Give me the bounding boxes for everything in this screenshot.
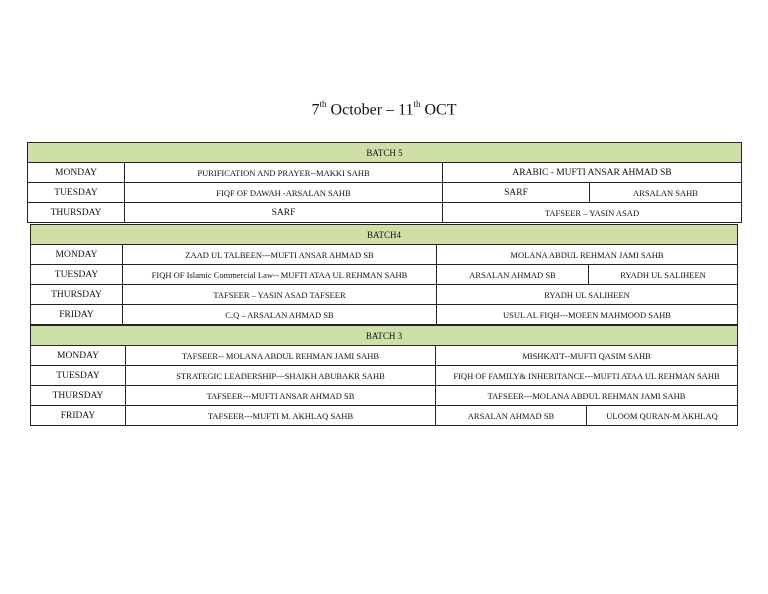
class-cell: FIQF OF DAWAH -ARSALAN SAHB: [125, 183, 443, 203]
class-cell: ARSALAN AHMAD SB: [436, 406, 587, 426]
batch5-table: [27, 142, 742, 223]
day-cell: THURSDAY: [31, 386, 126, 406]
class-cell: TAFSEER-- MOLANA ABDUL REHMAN JAMI SAHB: [126, 346, 436, 366]
title-end: OCT: [420, 101, 457, 119]
class-cell: FIQH OF Islamic Commercial Law-- MUFTI ATAA UL REHMAN SAHB: [123, 265, 437, 285]
table-row: [31, 346, 738, 366]
batch3-table: [30, 325, 738, 426]
class-cell: RYADH UL SALIHEEN: [589, 265, 738, 285]
title-suffix-1: th: [319, 99, 327, 109]
table-row: [31, 366, 738, 386]
day-cell: FRIDAY: [31, 406, 126, 426]
day-cell: MONDAY: [31, 346, 126, 366]
class-cell: TAFSEER---MUFTI M. AKHLAQ SAHB: [126, 406, 436, 426]
class-cell: STRATEGIC LEADERSHIP---SHAIKH ABUBAKR SAHB: [126, 366, 436, 386]
day-cell: TUESDAY: [28, 183, 125, 203]
title-day-start: 7: [311, 101, 320, 119]
table-row: [28, 163, 742, 183]
class-cell: C.Q – ARSALAN AHMAD SB: [123, 305, 437, 325]
class-cell: ARABIC - MUFTI ANSAR AHMAD SB: [443, 163, 742, 183]
title-suffix-2: th: [413, 99, 421, 109]
day-cell: FRIDAY: [31, 305, 123, 325]
class-cell: TAFSEER---MUFTI ANSAR AHMAD SB: [126, 386, 436, 406]
page-title: [0, 100, 768, 119]
table-row: [28, 183, 742, 203]
class-cell: USUL AL FIQH---MOEEN MAHMOOD SAHB: [437, 305, 738, 325]
batch4-header: BATCH4: [31, 225, 738, 245]
class-cell: RYADH UL SALIHEEN: [437, 285, 738, 305]
class-cell: TAFSEER---MOLANA ABDUL REHMAN JAMI SAHB: [436, 386, 738, 406]
day-cell: TUESDAY: [31, 366, 126, 386]
class-cell: ZAAD UL TALBEEN---MUFTI ANSAR AHMAD SB: [123, 245, 437, 265]
class-cell: ULOOM QURAN-M AKHLAQ: [587, 406, 738, 426]
day-cell: THURSDAY: [31, 285, 123, 305]
table-row: [31, 305, 738, 325]
batch4-table: [30, 224, 738, 325]
title-middle: October – 11: [326, 101, 414, 119]
table-row: [31, 406, 738, 426]
table-row: [31, 285, 738, 305]
day-cell: MONDAY: [31, 245, 123, 265]
day-cell: TUESDAY: [31, 265, 123, 285]
class-cell: PURIFICATION AND PRAYER--MAKKI SAHB: [125, 163, 443, 183]
class-cell: MISHKATT--MUFTI QASIM SAHB: [436, 346, 738, 366]
table-row: [31, 265, 738, 285]
day-cell: MONDAY: [28, 163, 125, 183]
class-cell: FIQH OF FAMILY& INHERITANCE---MUFTI ATAA UL REHMAN SAHB: [436, 366, 738, 386]
table-row: [28, 203, 742, 223]
table-row: [31, 245, 738, 265]
table-row: [31, 386, 738, 406]
batch3-header: BATCH 3: [31, 326, 738, 346]
class-cell: SARF: [443, 183, 590, 203]
class-cell: ARSALAN AHMAD SB: [437, 265, 589, 285]
class-cell: TAFSEER – YASIN ASAD: [443, 203, 742, 223]
day-cell: THURSDAY: [28, 203, 125, 223]
class-cell: MOLANA ABDUL REHMAN JAMI SAHB: [437, 245, 738, 265]
class-cell: TAFSEER – YASIN ASAD TAFSEER: [123, 285, 437, 305]
class-cell: ARSALAN SAHB: [590, 183, 742, 203]
batch5-header: BATCH 5: [28, 143, 742, 163]
class-cell: SARF: [125, 203, 443, 223]
